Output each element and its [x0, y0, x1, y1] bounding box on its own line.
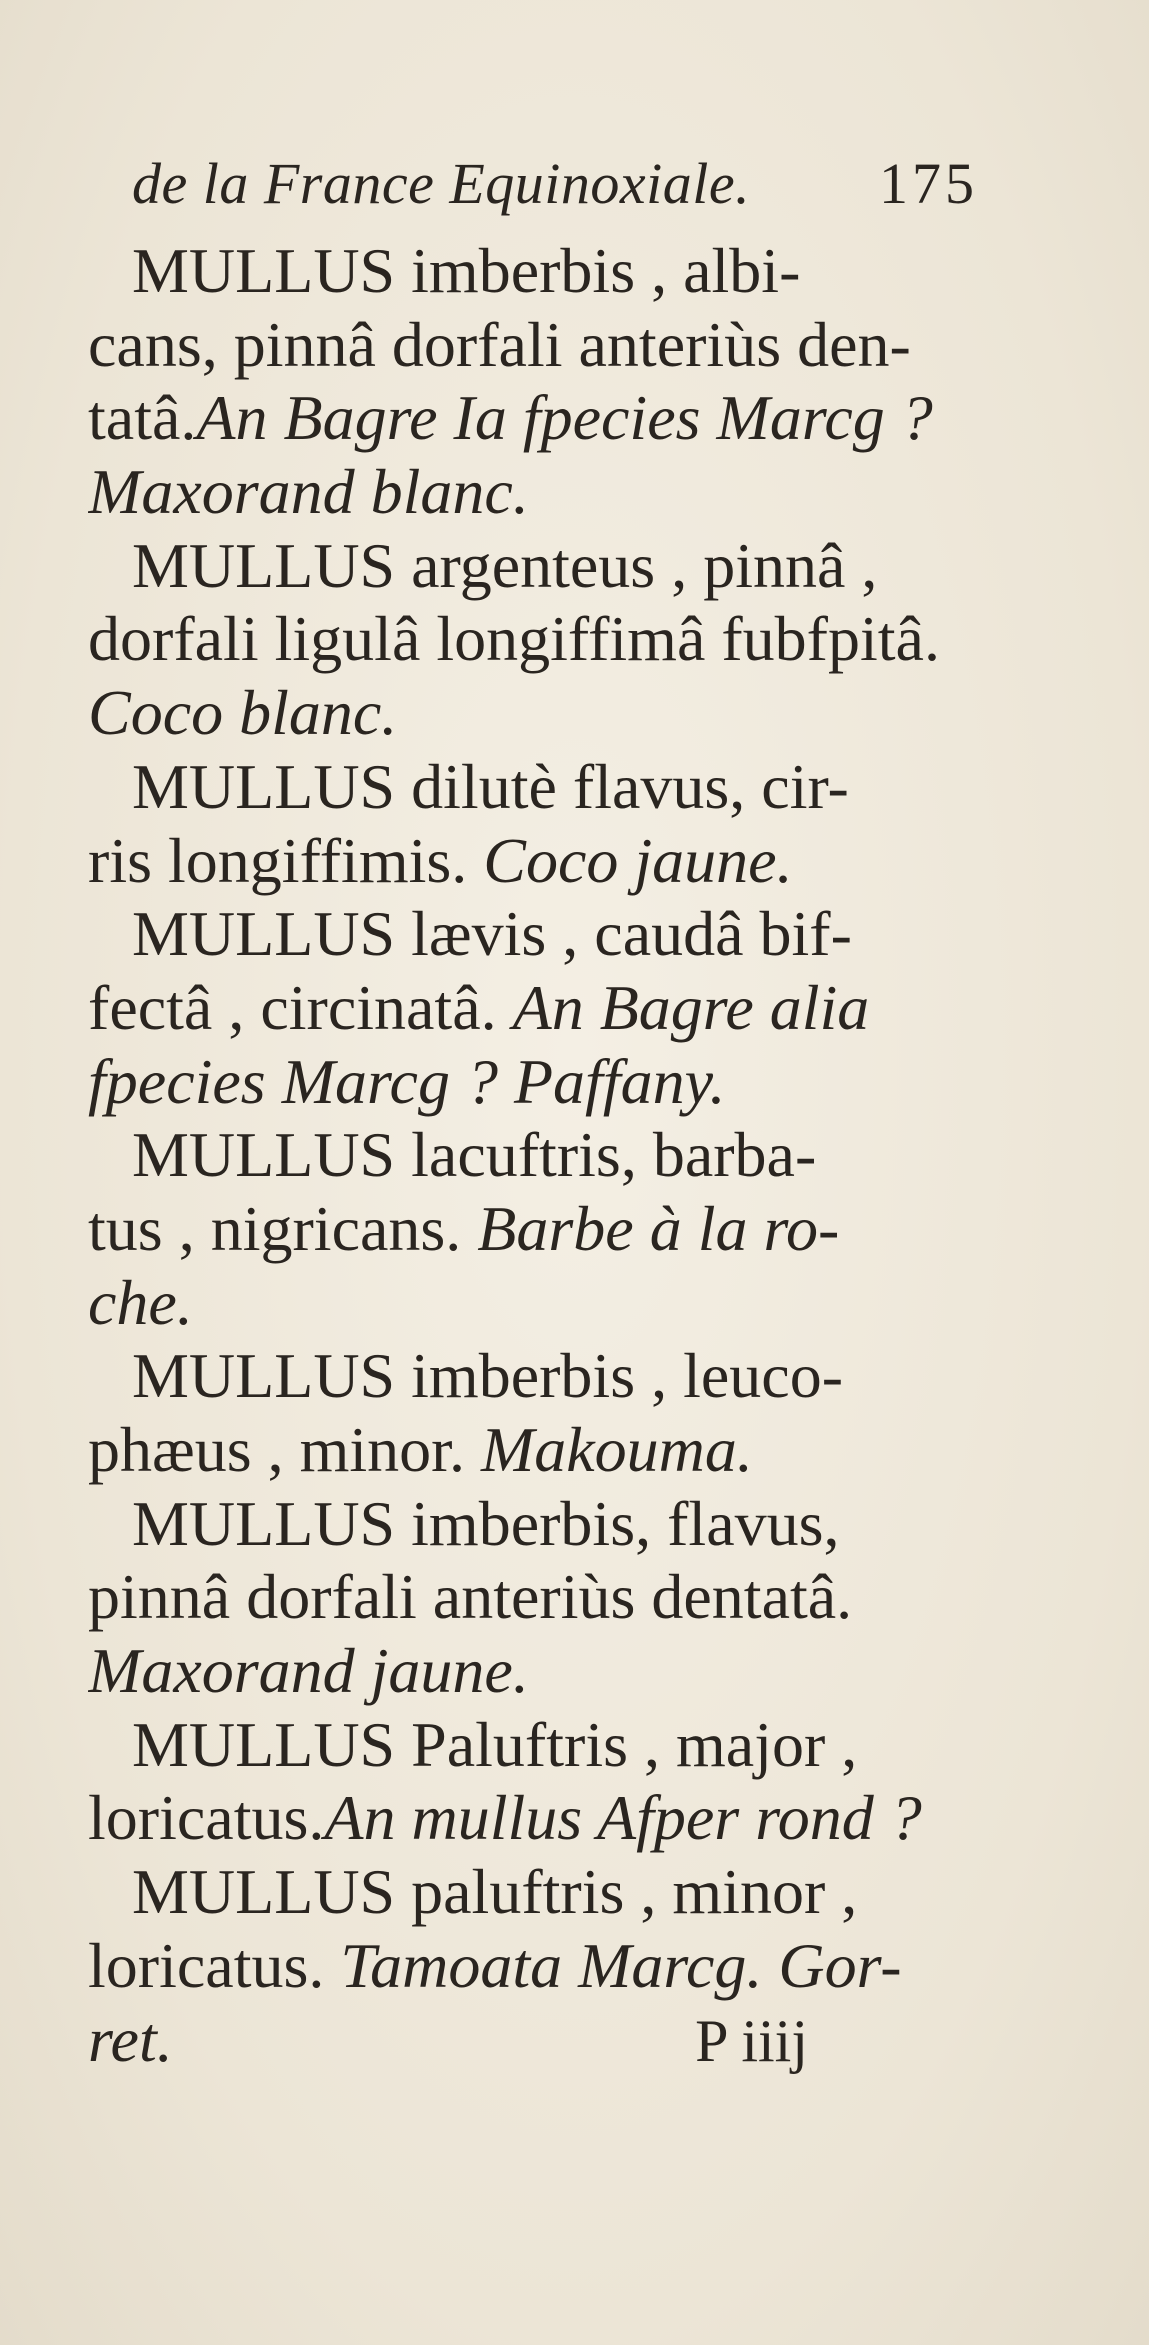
- text-line: MULLUS dilutè flavus, cir-: [132, 750, 849, 822]
- page-header: [88, 150, 978, 234]
- common-name: Maxorand blanc.: [88, 456, 529, 528]
- text-line: [88, 1266, 978, 1340]
- text-line: MULLUS argenteus , pinnâ ,: [132, 529, 878, 601]
- species-entry: [88, 1118, 978, 1339]
- common-name: fpecies Marcg ? Paffany.: [88, 1045, 726, 1117]
- text-line: [88, 455, 978, 529]
- running-title: de la France Equinoxiale.: [132, 151, 751, 216]
- text-line: MULLUS imberbis, flavus,: [132, 1487, 840, 1559]
- text-line: MULLUS imberbis , leuco-: [132, 1340, 843, 1412]
- common-name: Coco blanc.: [88, 677, 398, 749]
- text-line: MULLUS lævis , caudâ bif-: [132, 898, 852, 970]
- text-line: fectâ , circinatâ. An Bagre alia: [88, 971, 870, 1043]
- page-footer: [88, 2003, 808, 2077]
- common-name: che.: [88, 1266, 193, 1338]
- text-line: loricatus.An mullus Afper rond ?: [88, 1782, 922, 1854]
- text-line: [88, 1045, 978, 1119]
- text-line: MULLUS paluftris , minor ,: [132, 1856, 858, 1928]
- text-line: dorfali ligulâ longiffimâ fubfpitâ.: [88, 603, 940, 675]
- species-entry: [88, 1487, 978, 1708]
- common-name: Coco jaune.: [483, 824, 793, 896]
- species-entry: [88, 750, 978, 897]
- species-entry: [88, 234, 978, 529]
- text-line: pinnâ dorfali anteriùs dentatâ.: [88, 1561, 853, 1633]
- common-name: An Bagre Ia fpecies Marcg ?: [196, 382, 933, 454]
- text-block: [88, 150, 978, 2076]
- common-name: Barbe à la ro-: [477, 1192, 840, 1264]
- text-line: phæus , minor. Makouma.: [88, 1414, 753, 1485]
- species-entry: [88, 1708, 978, 1855]
- signature-mark: P iiij: [695, 2007, 808, 2074]
- common-name: Tamoata Marcg. Gor-: [340, 1929, 902, 2001]
- text-line: [88, 676, 978, 750]
- species-entry: [88, 1339, 978, 1486]
- text-line: MULLUS lacuftris, barba-: [132, 1119, 817, 1191]
- species-entry: [88, 529, 978, 750]
- text-line: tatâ.An Bagre Ia fpecies Marcg ?: [88, 382, 933, 454]
- common-name: An Bagre alia: [512, 971, 870, 1043]
- species-entry: [88, 1855, 978, 2002]
- text-line: MULLUS Paluftris , major ,: [132, 1708, 858, 1780]
- species-entry: [88, 897, 978, 1118]
- page-number: 175: [879, 151, 978, 216]
- continued-text: ret.: [88, 2003, 173, 2075]
- text-line: tus , nigricans. Barbe à la ro-: [88, 1192, 840, 1264]
- text-line: cans, pinnâ dorfali anteriùs den-: [88, 308, 911, 380]
- text-line: MULLUS imberbis , albi-: [132, 235, 801, 306]
- text-line: ris longiffimis. Coco jaune.: [88, 824, 793, 896]
- common-name: Maxorand jaune.: [88, 1635, 529, 1707]
- common-name: Makouma.: [480, 1414, 753, 1485]
- text-line: loricatus. Tamoata Marcg. Gor-: [88, 1929, 902, 2001]
- text-line: [88, 1634, 978, 1708]
- common-name: An mullus Afper rond ?: [324, 1782, 922, 1854]
